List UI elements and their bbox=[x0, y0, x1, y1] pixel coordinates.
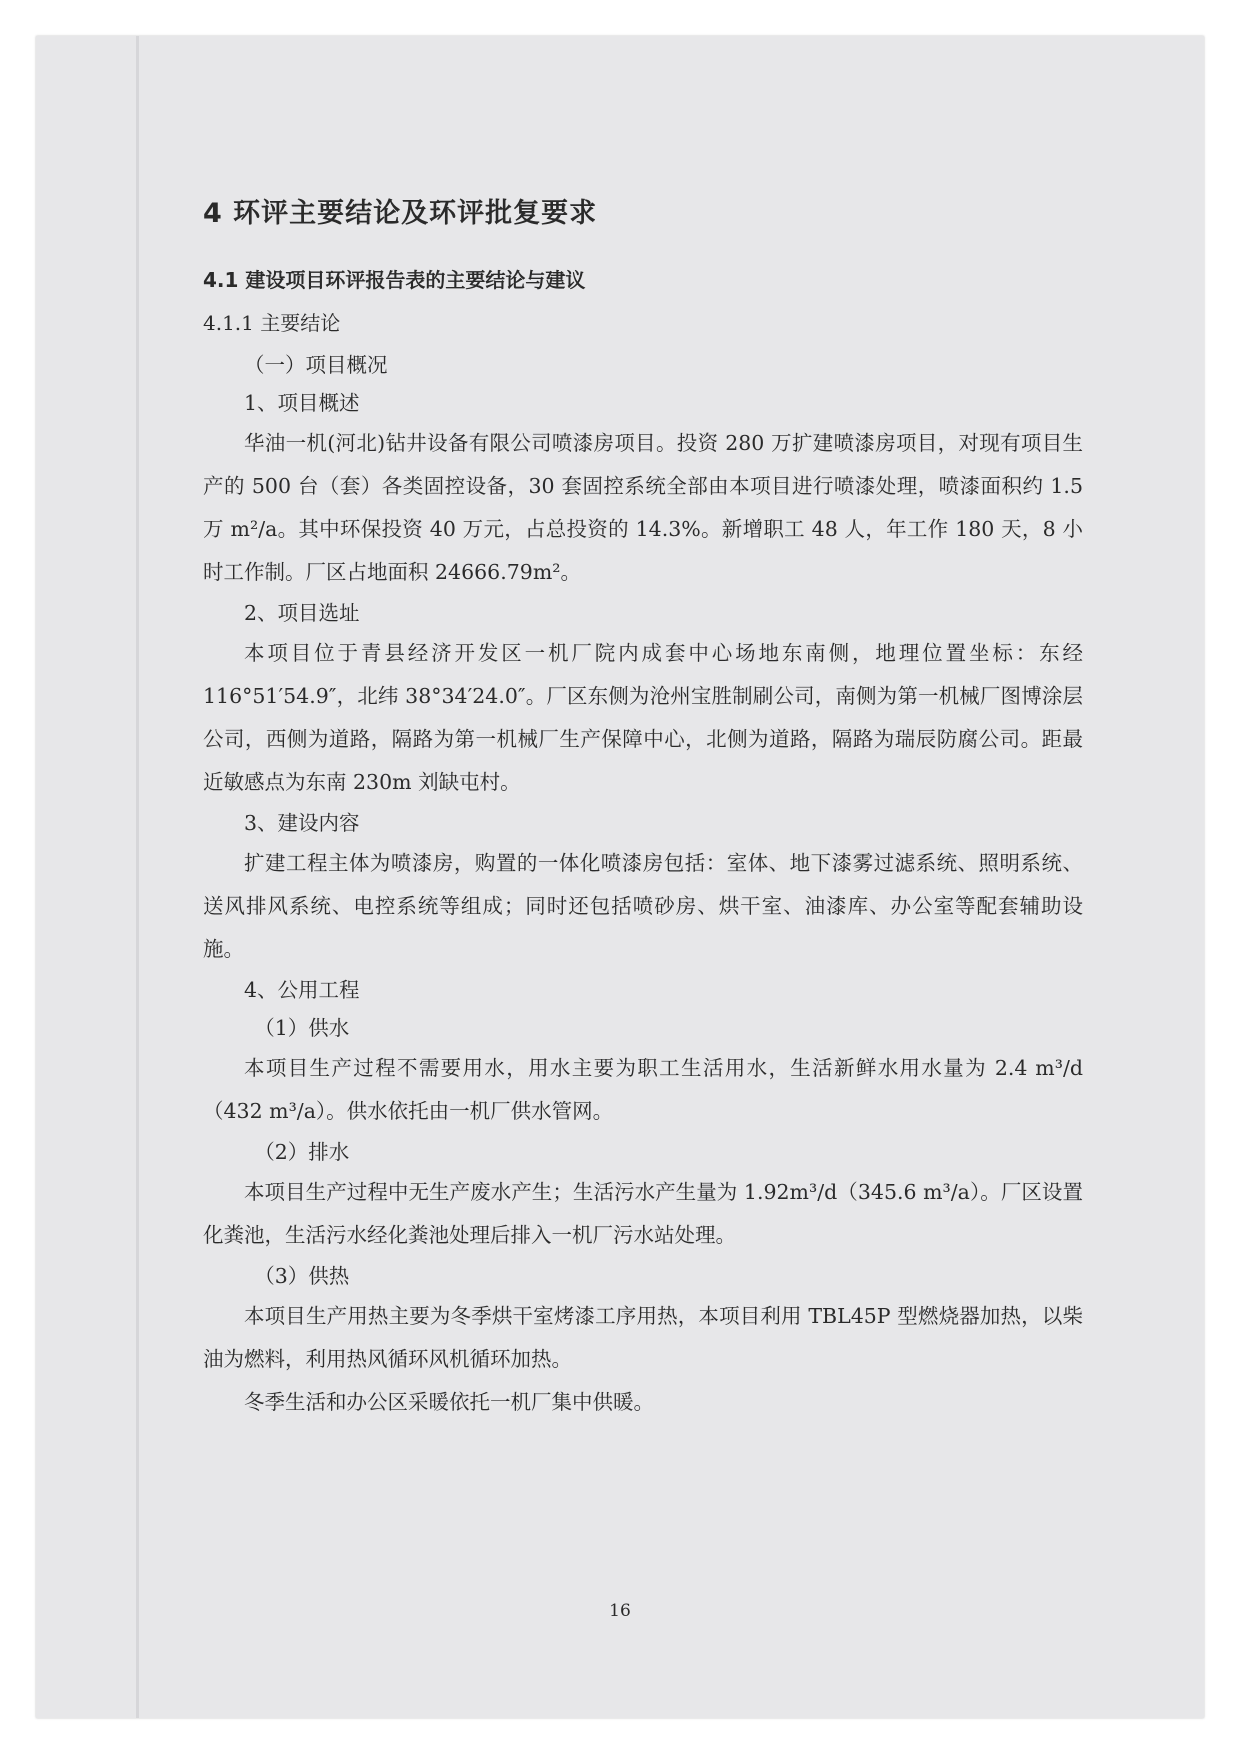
utilities-heading: （3）供热 bbox=[254, 1264, 350, 1288]
items-paragraph: 本项目位于青县经济开发区一机厂院内成套中心场地东南侧，地理位置坐标：东经 116°51′54.9″，北纬 38°34′24.0″。厂区东侧为沧州宝胜制刷公司，南侧为第一机械厂图博涂层公司，西侧为道路，隔路为第一机械厂生产保障中心，北侧为道路，隔路为瑞辰防腐公司。距最近敏感点为东南 230m 刘缺屯村。 bbox=[203, 641, 1083, 794]
utilities-paragraph: 本项目生产过程不需要用水，用水主要为职工生活用水，生活新鲜水用水量为 2.4 m³/d（432 m³/a）。供水依托由一机厂供水管网。 bbox=[203, 1056, 1083, 1123]
part-heading: （一）项目概况 bbox=[244, 353, 388, 377]
utilities-heading: （1）供水 bbox=[254, 1016, 350, 1040]
binding-shadow bbox=[136, 36, 139, 1718]
section-title: 4 环评主要结论及环评批复要求 bbox=[203, 198, 598, 229]
subsubsection-title: 4.1.1 主要结论 bbox=[203, 311, 341, 335]
subsection-title: 4.1 建设项目环评报告表的主要结论与建议 bbox=[203, 268, 586, 292]
utilities-heading: （2）排水 bbox=[254, 1140, 350, 1164]
items-paragraph: 华油一机(河北)钻井设备有限公司喷漆房项目。投资 280 万扩建喷漆房项目，对现有项目生产的 500 台（套）各类固控设备，30 套固控系统全部由本项目进行喷漆处理，喷漆面积约 1.5 万 m²/a。其中环保投资 40 万元，占总投资的 14.3%。新增职工 48 人，年工作 180 天，8 小时工作制。厂区占地面积 24666.79m²。 bbox=[203, 431, 1083, 584]
utility-items bbox=[203, 1009, 1083, 1424]
utilities-paragraph: 冬季生活和办公区采暖依托一机厂集中供暖。 bbox=[244, 1390, 654, 1414]
page-number: 16 bbox=[609, 1601, 631, 1621]
items-heading: 2、项目选址 bbox=[244, 601, 360, 625]
items-heading: 1、项目概述 bbox=[244, 391, 360, 415]
overview-items bbox=[203, 384, 1083, 1009]
utilities-paragraph: 本项目生产用热主要为冬季烘干室烤漆工序用热，本项目利用 TBL45P 型燃烧器加热，以柴油为燃料，利用热风循环风机循环加热。 bbox=[203, 1304, 1083, 1371]
page-content bbox=[203, 191, 1083, 1424]
utilities-paragraph: 本项目生产过程中无生产废水产生；生活污水产生量为 1.92m³/d（345.6 m³/a）。厂区设置化粪池，生活污水经化粪池处理后排入一机厂污水站处理。 bbox=[203, 1180, 1083, 1247]
items-heading: 3、建设内容 bbox=[244, 811, 360, 835]
document-page bbox=[36, 36, 1204, 1718]
items-heading: 4、公用工程 bbox=[244, 978, 360, 1002]
items-paragraph: 扩建工程主体为喷漆房，购置的一体化喷漆房包括：室体、地下漆雾过滤系统、照明系统、送风排风系统、电控系统等组成；同时还包括喷砂房、烘干室、油漆库、办公室等配套辅助设施。 bbox=[203, 851, 1083, 961]
